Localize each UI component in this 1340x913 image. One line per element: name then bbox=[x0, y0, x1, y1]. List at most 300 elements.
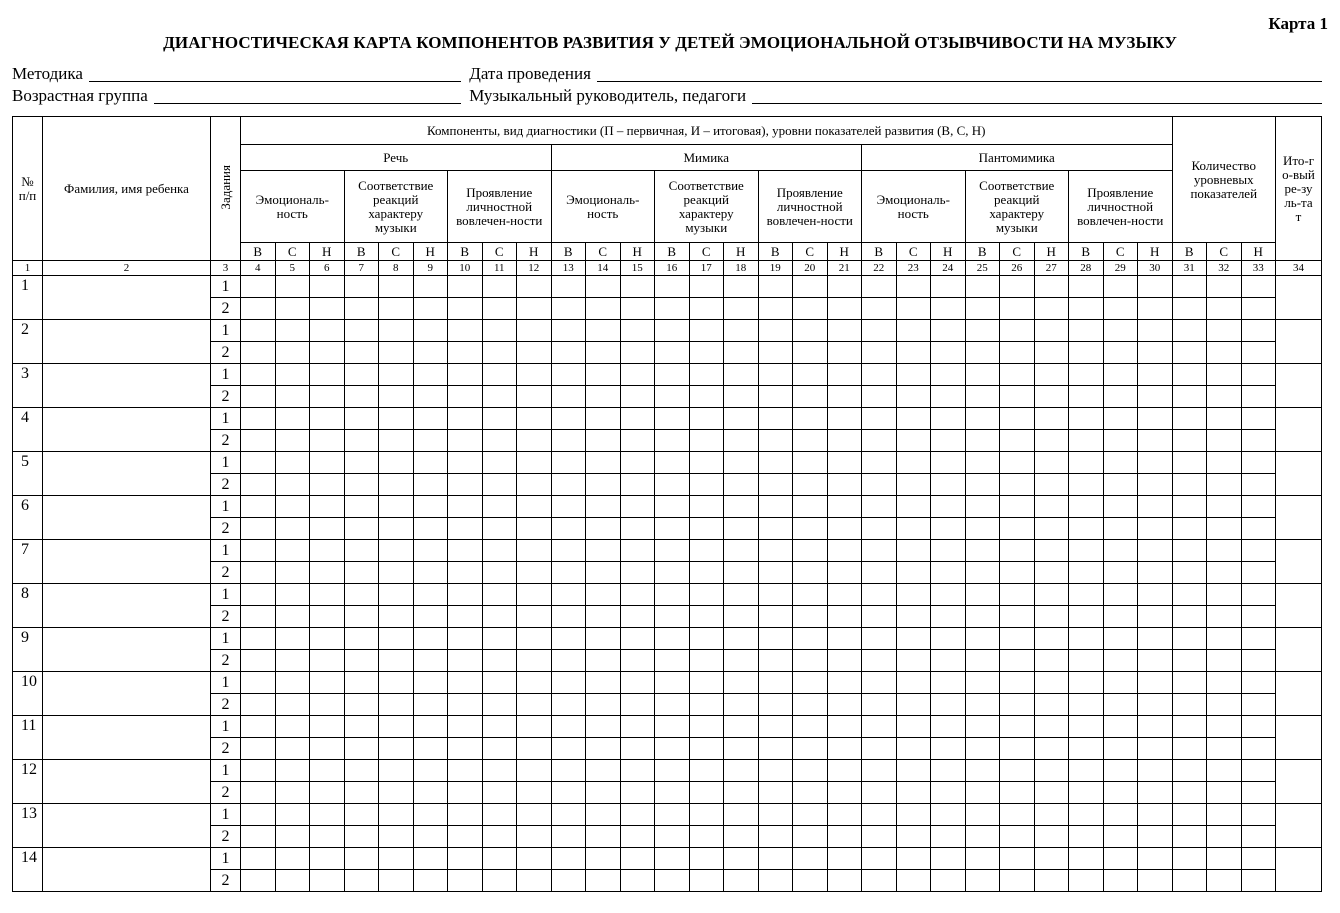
score-cell[interactable] bbox=[1034, 738, 1069, 760]
score-cell[interactable] bbox=[241, 496, 276, 518]
score-cell[interactable] bbox=[1207, 364, 1242, 386]
score-cell[interactable] bbox=[275, 606, 310, 628]
score-cell[interactable] bbox=[275, 672, 310, 694]
score-cell[interactable] bbox=[413, 760, 448, 782]
score-cell[interactable] bbox=[931, 430, 966, 452]
score-cell[interactable] bbox=[931, 364, 966, 386]
score-cell[interactable] bbox=[724, 562, 759, 584]
score-cell[interactable] bbox=[413, 364, 448, 386]
score-cell[interactable] bbox=[931, 320, 966, 342]
score-cell[interactable] bbox=[896, 320, 931, 342]
score-cell[interactable] bbox=[275, 298, 310, 320]
score-cell[interactable] bbox=[758, 276, 793, 298]
score-cell[interactable] bbox=[275, 364, 310, 386]
score-cell[interactable] bbox=[1069, 782, 1104, 804]
score-cell[interactable] bbox=[379, 540, 414, 562]
score-cell[interactable] bbox=[689, 694, 724, 716]
score-cell[interactable] bbox=[1241, 276, 1276, 298]
score-cell[interactable] bbox=[1207, 342, 1242, 364]
score-cell[interactable] bbox=[862, 584, 897, 606]
score-cell[interactable] bbox=[862, 716, 897, 738]
score-cell[interactable] bbox=[1069, 584, 1104, 606]
score-cell[interactable] bbox=[655, 540, 690, 562]
score-cell[interactable] bbox=[1138, 474, 1173, 496]
score-cell[interactable] bbox=[724, 540, 759, 562]
score-cell[interactable] bbox=[1172, 804, 1207, 826]
score-cell[interactable] bbox=[793, 628, 828, 650]
score-cell[interactable] bbox=[482, 320, 517, 342]
score-cell[interactable] bbox=[758, 650, 793, 672]
child-name-cell[interactable] bbox=[43, 716, 211, 760]
score-cell[interactable] bbox=[862, 826, 897, 848]
score-cell[interactable] bbox=[827, 672, 862, 694]
age-group-line[interactable] bbox=[154, 87, 461, 104]
score-cell[interactable] bbox=[793, 298, 828, 320]
score-cell[interactable] bbox=[758, 716, 793, 738]
score-cell[interactable] bbox=[379, 518, 414, 540]
score-cell[interactable] bbox=[689, 496, 724, 518]
score-cell[interactable] bbox=[620, 474, 655, 496]
score-cell[interactable] bbox=[689, 826, 724, 848]
score-cell[interactable] bbox=[1069, 430, 1104, 452]
score-cell[interactable] bbox=[482, 364, 517, 386]
score-cell[interactable] bbox=[965, 386, 1000, 408]
score-cell[interactable] bbox=[241, 782, 276, 804]
score-cell[interactable] bbox=[655, 650, 690, 672]
director-field[interactable] bbox=[461, 84, 1322, 106]
score-cell[interactable] bbox=[517, 738, 552, 760]
score-cell[interactable] bbox=[1138, 848, 1173, 870]
score-cell[interactable] bbox=[620, 540, 655, 562]
score-cell[interactable] bbox=[1034, 760, 1069, 782]
score-cell[interactable] bbox=[724, 804, 759, 826]
score-cell[interactable] bbox=[517, 430, 552, 452]
score-cell[interactable] bbox=[482, 606, 517, 628]
score-cell[interactable] bbox=[965, 408, 1000, 430]
score-cell[interactable] bbox=[241, 584, 276, 606]
score-cell[interactable] bbox=[758, 430, 793, 452]
score-cell[interactable] bbox=[517, 804, 552, 826]
score-cell[interactable] bbox=[793, 364, 828, 386]
score-cell[interactable] bbox=[448, 320, 483, 342]
score-cell[interactable] bbox=[689, 474, 724, 496]
score-cell[interactable] bbox=[482, 672, 517, 694]
score-cell[interactable] bbox=[1069, 452, 1104, 474]
score-cell[interactable] bbox=[862, 408, 897, 430]
score-cell[interactable] bbox=[862, 276, 897, 298]
score-cell[interactable] bbox=[1207, 562, 1242, 584]
score-cell[interactable] bbox=[1241, 716, 1276, 738]
score-cell[interactable] bbox=[310, 782, 345, 804]
score-cell[interactable] bbox=[517, 716, 552, 738]
score-cell[interactable] bbox=[689, 540, 724, 562]
score-cell[interactable] bbox=[551, 452, 586, 474]
score-cell[interactable] bbox=[896, 584, 931, 606]
score-cell[interactable] bbox=[931, 606, 966, 628]
score-cell[interactable] bbox=[1034, 364, 1069, 386]
score-cell[interactable] bbox=[931, 848, 966, 870]
score-cell[interactable] bbox=[724, 364, 759, 386]
score-cell[interactable] bbox=[1241, 518, 1276, 540]
score-cell[interactable] bbox=[931, 804, 966, 826]
score-cell[interactable] bbox=[586, 760, 621, 782]
score-cell[interactable] bbox=[620, 694, 655, 716]
score-cell[interactable] bbox=[551, 474, 586, 496]
score-cell[interactable] bbox=[310, 848, 345, 870]
score-cell[interactable] bbox=[896, 782, 931, 804]
score-cell[interactable] bbox=[551, 782, 586, 804]
score-cell[interactable] bbox=[1069, 870, 1104, 892]
total-result-cell[interactable] bbox=[1276, 760, 1322, 804]
score-cell[interactable] bbox=[482, 584, 517, 606]
score-cell[interactable] bbox=[1000, 672, 1035, 694]
score-cell[interactable] bbox=[448, 716, 483, 738]
score-cell[interactable] bbox=[862, 452, 897, 474]
score-cell[interactable] bbox=[1103, 738, 1138, 760]
score-cell[interactable] bbox=[448, 276, 483, 298]
score-cell[interactable] bbox=[241, 408, 276, 430]
score-cell[interactable] bbox=[379, 804, 414, 826]
score-cell[interactable] bbox=[1138, 298, 1173, 320]
score-cell[interactable] bbox=[344, 342, 379, 364]
score-cell[interactable] bbox=[620, 804, 655, 826]
score-cell[interactable] bbox=[793, 562, 828, 584]
score-cell[interactable] bbox=[965, 474, 1000, 496]
score-cell[interactable] bbox=[724, 518, 759, 540]
score-cell[interactable] bbox=[655, 804, 690, 826]
score-cell[interactable] bbox=[793, 870, 828, 892]
score-cell[interactable] bbox=[862, 628, 897, 650]
score-cell[interactable] bbox=[1034, 408, 1069, 430]
score-cell[interactable] bbox=[1138, 386, 1173, 408]
score-cell[interactable] bbox=[827, 826, 862, 848]
score-cell[interactable] bbox=[379, 496, 414, 518]
score-cell[interactable] bbox=[1207, 804, 1242, 826]
score-cell[interactable] bbox=[793, 276, 828, 298]
score-cell[interactable] bbox=[344, 320, 379, 342]
score-cell[interactable] bbox=[586, 672, 621, 694]
score-cell[interactable] bbox=[275, 760, 310, 782]
score-cell[interactable] bbox=[1034, 584, 1069, 606]
score-cell[interactable] bbox=[655, 738, 690, 760]
score-cell[interactable] bbox=[1000, 804, 1035, 826]
score-cell[interactable] bbox=[1138, 452, 1173, 474]
score-cell[interactable] bbox=[482, 760, 517, 782]
score-cell[interactable] bbox=[862, 320, 897, 342]
total-result-cell[interactable] bbox=[1276, 320, 1322, 364]
score-cell[interactable] bbox=[448, 738, 483, 760]
score-cell[interactable] bbox=[620, 430, 655, 452]
score-cell[interactable] bbox=[689, 606, 724, 628]
score-cell[interactable] bbox=[241, 606, 276, 628]
score-cell[interactable] bbox=[1172, 540, 1207, 562]
score-cell[interactable] bbox=[379, 628, 414, 650]
score-cell[interactable] bbox=[896, 562, 931, 584]
score-cell[interactable] bbox=[931, 452, 966, 474]
score-cell[interactable] bbox=[1069, 320, 1104, 342]
score-cell[interactable] bbox=[1000, 606, 1035, 628]
score-cell[interactable] bbox=[1241, 342, 1276, 364]
score-cell[interactable] bbox=[448, 364, 483, 386]
score-cell[interactable] bbox=[1172, 650, 1207, 672]
score-cell[interactable] bbox=[724, 496, 759, 518]
score-cell[interactable] bbox=[1103, 716, 1138, 738]
child-name-cell[interactable] bbox=[43, 628, 211, 672]
score-cell[interactable] bbox=[620, 650, 655, 672]
score-cell[interactable] bbox=[413, 408, 448, 430]
score-cell[interactable] bbox=[1138, 320, 1173, 342]
score-cell[interactable] bbox=[1034, 342, 1069, 364]
score-cell[interactable] bbox=[344, 562, 379, 584]
score-cell[interactable] bbox=[1000, 562, 1035, 584]
score-cell[interactable] bbox=[655, 408, 690, 430]
score-cell[interactable] bbox=[827, 738, 862, 760]
score-cell[interactable] bbox=[1000, 518, 1035, 540]
score-cell[interactable] bbox=[1103, 672, 1138, 694]
score-cell[interactable] bbox=[655, 826, 690, 848]
score-cell[interactable] bbox=[379, 408, 414, 430]
score-cell[interactable] bbox=[827, 562, 862, 584]
score-cell[interactable] bbox=[1000, 848, 1035, 870]
score-cell[interactable] bbox=[827, 320, 862, 342]
score-cell[interactable] bbox=[793, 716, 828, 738]
score-cell[interactable] bbox=[1103, 694, 1138, 716]
score-cell[interactable] bbox=[1000, 540, 1035, 562]
score-cell[interactable] bbox=[241, 848, 276, 870]
score-cell[interactable] bbox=[655, 782, 690, 804]
score-cell[interactable] bbox=[1069, 474, 1104, 496]
score-cell[interactable] bbox=[1172, 496, 1207, 518]
score-cell[interactable] bbox=[482, 408, 517, 430]
score-cell[interactable] bbox=[1103, 430, 1138, 452]
score-cell[interactable] bbox=[586, 474, 621, 496]
score-cell[interactable] bbox=[482, 826, 517, 848]
score-cell[interactable] bbox=[689, 276, 724, 298]
score-cell[interactable] bbox=[1069, 298, 1104, 320]
score-cell[interactable] bbox=[793, 584, 828, 606]
score-cell[interactable] bbox=[689, 738, 724, 760]
score-cell[interactable] bbox=[1172, 320, 1207, 342]
score-cell[interactable] bbox=[413, 276, 448, 298]
score-cell[interactable] bbox=[758, 386, 793, 408]
score-cell[interactable] bbox=[793, 408, 828, 430]
score-cell[interactable] bbox=[1000, 694, 1035, 716]
score-cell[interactable] bbox=[1069, 628, 1104, 650]
score-cell[interactable] bbox=[1172, 430, 1207, 452]
score-cell[interactable] bbox=[310, 562, 345, 584]
score-cell[interactable] bbox=[862, 650, 897, 672]
score-cell[interactable] bbox=[275, 430, 310, 452]
score-cell[interactable] bbox=[862, 672, 897, 694]
score-cell[interactable] bbox=[379, 474, 414, 496]
score-cell[interactable] bbox=[344, 584, 379, 606]
score-cell[interactable] bbox=[344, 760, 379, 782]
score-cell[interactable] bbox=[862, 496, 897, 518]
total-result-cell[interactable] bbox=[1276, 672, 1322, 716]
score-cell[interactable] bbox=[482, 562, 517, 584]
score-cell[interactable] bbox=[310, 672, 345, 694]
score-cell[interactable] bbox=[344, 672, 379, 694]
score-cell[interactable] bbox=[896, 276, 931, 298]
score-cell[interactable] bbox=[1103, 606, 1138, 628]
score-cell[interactable] bbox=[1103, 496, 1138, 518]
score-cell[interactable] bbox=[620, 672, 655, 694]
score-cell[interactable] bbox=[620, 320, 655, 342]
score-cell[interactable] bbox=[1207, 518, 1242, 540]
score-cell[interactable] bbox=[827, 430, 862, 452]
score-cell[interactable] bbox=[1207, 760, 1242, 782]
score-cell[interactable] bbox=[655, 474, 690, 496]
score-cell[interactable] bbox=[965, 452, 1000, 474]
score-cell[interactable] bbox=[413, 782, 448, 804]
score-cell[interactable] bbox=[931, 760, 966, 782]
score-cell[interactable] bbox=[1172, 716, 1207, 738]
score-cell[interactable] bbox=[931, 540, 966, 562]
score-cell[interactable] bbox=[344, 738, 379, 760]
score-cell[interactable] bbox=[551, 430, 586, 452]
score-cell[interactable] bbox=[896, 694, 931, 716]
score-cell[interactable] bbox=[1000, 408, 1035, 430]
score-cell[interactable] bbox=[1138, 276, 1173, 298]
score-cell[interactable] bbox=[1138, 738, 1173, 760]
score-cell[interactable] bbox=[1103, 518, 1138, 540]
score-cell[interactable] bbox=[379, 298, 414, 320]
score-cell[interactable] bbox=[620, 716, 655, 738]
score-cell[interactable] bbox=[1069, 738, 1104, 760]
score-cell[interactable] bbox=[241, 540, 276, 562]
score-cell[interactable] bbox=[689, 408, 724, 430]
score-cell[interactable] bbox=[1207, 870, 1242, 892]
child-name-cell[interactable] bbox=[43, 584, 211, 628]
score-cell[interactable] bbox=[241, 870, 276, 892]
score-cell[interactable] bbox=[1069, 606, 1104, 628]
score-cell[interactable] bbox=[793, 804, 828, 826]
method-field[interactable] bbox=[12, 62, 461, 84]
score-cell[interactable] bbox=[310, 738, 345, 760]
score-cell[interactable] bbox=[413, 738, 448, 760]
score-cell[interactable] bbox=[724, 408, 759, 430]
score-cell[interactable] bbox=[620, 364, 655, 386]
score-cell[interactable] bbox=[310, 650, 345, 672]
score-cell[interactable] bbox=[724, 672, 759, 694]
score-cell[interactable] bbox=[1138, 694, 1173, 716]
score-cell[interactable] bbox=[1207, 606, 1242, 628]
score-cell[interactable] bbox=[1000, 584, 1035, 606]
score-cell[interactable] bbox=[896, 540, 931, 562]
score-cell[interactable] bbox=[517, 694, 552, 716]
score-cell[interactable] bbox=[1103, 562, 1138, 584]
score-cell[interactable] bbox=[758, 518, 793, 540]
score-cell[interactable] bbox=[1172, 738, 1207, 760]
score-cell[interactable] bbox=[1207, 320, 1242, 342]
score-cell[interactable] bbox=[586, 606, 621, 628]
score-cell[interactable] bbox=[620, 826, 655, 848]
score-cell[interactable] bbox=[1241, 826, 1276, 848]
score-cell[interactable] bbox=[517, 584, 552, 606]
score-cell[interactable] bbox=[310, 804, 345, 826]
score-cell[interactable] bbox=[1207, 716, 1242, 738]
score-cell[interactable] bbox=[482, 386, 517, 408]
score-cell[interactable] bbox=[1207, 540, 1242, 562]
score-cell[interactable] bbox=[1172, 826, 1207, 848]
score-cell[interactable] bbox=[586, 870, 621, 892]
score-cell[interactable] bbox=[965, 496, 1000, 518]
score-cell[interactable] bbox=[1241, 408, 1276, 430]
score-cell[interactable] bbox=[551, 628, 586, 650]
score-cell[interactable] bbox=[586, 496, 621, 518]
score-cell[interactable] bbox=[448, 496, 483, 518]
score-cell[interactable] bbox=[551, 606, 586, 628]
score-cell[interactable] bbox=[827, 848, 862, 870]
score-cell[interactable] bbox=[1138, 496, 1173, 518]
score-cell[interactable] bbox=[896, 760, 931, 782]
score-cell[interactable] bbox=[310, 474, 345, 496]
score-cell[interactable] bbox=[1034, 716, 1069, 738]
score-cell[interactable] bbox=[482, 694, 517, 716]
score-cell[interactable] bbox=[1241, 782, 1276, 804]
score-cell[interactable] bbox=[379, 584, 414, 606]
score-cell[interactable] bbox=[1103, 826, 1138, 848]
score-cell[interactable] bbox=[1207, 826, 1242, 848]
score-cell[interactable] bbox=[862, 540, 897, 562]
score-cell[interactable] bbox=[1103, 474, 1138, 496]
score-cell[interactable] bbox=[448, 760, 483, 782]
score-cell[interactable] bbox=[517, 650, 552, 672]
score-cell[interactable] bbox=[310, 518, 345, 540]
score-cell[interactable] bbox=[1172, 386, 1207, 408]
score-cell[interactable] bbox=[758, 342, 793, 364]
score-cell[interactable] bbox=[551, 408, 586, 430]
score-cell[interactable] bbox=[310, 870, 345, 892]
score-cell[interactable] bbox=[1172, 606, 1207, 628]
score-cell[interactable] bbox=[655, 562, 690, 584]
score-cell[interactable] bbox=[1138, 562, 1173, 584]
total-result-cell[interactable] bbox=[1276, 628, 1322, 672]
score-cell[interactable] bbox=[1241, 650, 1276, 672]
score-cell[interactable] bbox=[310, 298, 345, 320]
score-cell[interactable] bbox=[1000, 870, 1035, 892]
child-name-cell[interactable] bbox=[43, 804, 211, 848]
score-cell[interactable] bbox=[758, 364, 793, 386]
score-cell[interactable] bbox=[931, 496, 966, 518]
score-cell[interactable] bbox=[1034, 540, 1069, 562]
child-name-cell[interactable] bbox=[43, 364, 211, 408]
score-cell[interactable] bbox=[655, 672, 690, 694]
total-result-cell[interactable] bbox=[1276, 848, 1322, 892]
score-cell[interactable] bbox=[517, 782, 552, 804]
score-cell[interactable] bbox=[586, 518, 621, 540]
child-name-cell[interactable] bbox=[43, 452, 211, 496]
total-result-cell[interactable] bbox=[1276, 276, 1322, 320]
score-cell[interactable] bbox=[310, 694, 345, 716]
score-cell[interactable] bbox=[965, 848, 1000, 870]
score-cell[interactable] bbox=[413, 342, 448, 364]
score-cell[interactable] bbox=[1034, 518, 1069, 540]
score-cell[interactable] bbox=[724, 870, 759, 892]
score-cell[interactable] bbox=[1241, 672, 1276, 694]
score-cell[interactable] bbox=[793, 606, 828, 628]
score-cell[interactable] bbox=[793, 672, 828, 694]
score-cell[interactable] bbox=[655, 848, 690, 870]
score-cell[interactable] bbox=[724, 628, 759, 650]
score-cell[interactable] bbox=[379, 430, 414, 452]
score-cell[interactable] bbox=[413, 716, 448, 738]
score-cell[interactable] bbox=[586, 342, 621, 364]
score-cell[interactable] bbox=[931, 276, 966, 298]
score-cell[interactable] bbox=[655, 496, 690, 518]
score-cell[interactable] bbox=[620, 760, 655, 782]
score-cell[interactable] bbox=[275, 870, 310, 892]
